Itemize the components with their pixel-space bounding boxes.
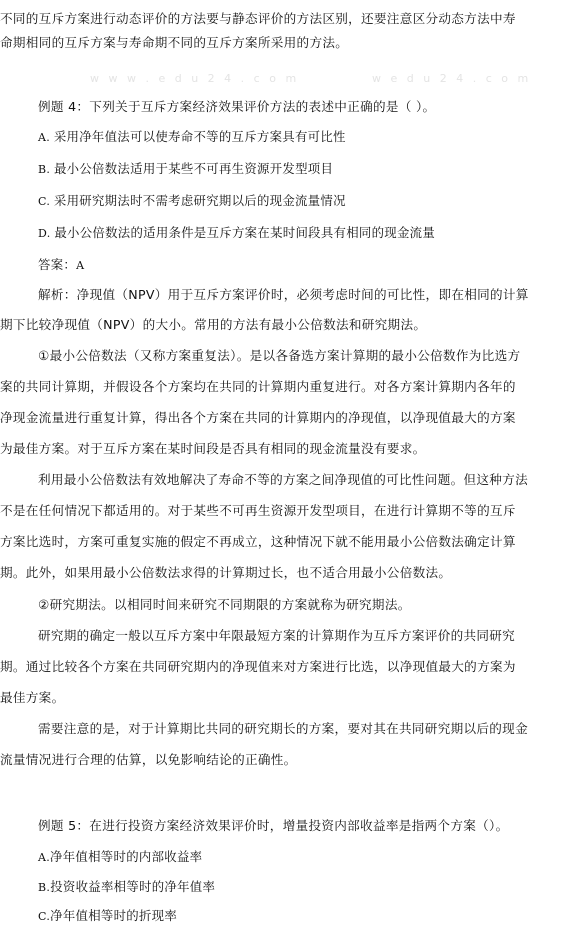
option-text: 最小公倍数法的适用条件是互斥方案在某时间段具有相同的现金流量 bbox=[54, 225, 436, 240]
example4-option-a bbox=[38, 128, 346, 147]
analysis-line: 方案比选时，方案可重复实施的假定不再成立，这种情况下就不能用最小公倍数法确定计算 bbox=[0, 534, 516, 549]
analysis-line: 利用最小公倍数法有效地解决了寿命不等的方案之间净现值的可比性问题。但这种方法 bbox=[38, 472, 528, 487]
watermark-left: w w w . e d u 2 4 . c o m bbox=[90, 72, 300, 85]
analysis-line: 流量情况进行合理的估算，以免影响结论的正确性。 bbox=[0, 752, 297, 767]
analysis-line: 净现金流量进行重复计算，得出各个方案在共同的计算期内的净现值，以净现值最大的方案 bbox=[0, 410, 516, 425]
example4-question: 例题 4：下列关于互斥方案经济效果评价方法的表述中正确的是（ ）。 bbox=[38, 99, 436, 114]
option-text: 采用研究期法时不需考虑研究期以后的现金流量情况 bbox=[53, 193, 346, 208]
analysis-line: 研究期的确定一般以互斥方案中年限最短方案的计算期作为互斥方案评价的共同研究 bbox=[38, 628, 516, 643]
option-letter: C. bbox=[38, 195, 54, 208]
analysis-line: 解析：净现值（NPV）用于互斥方案评价时，必须考虑时间的可比性，即在相同的计算 bbox=[38, 287, 529, 302]
option-letter: D. bbox=[38, 227, 55, 240]
option-text: 采用净年值法可以使寿命不等的互斥方案具有可比性 bbox=[53, 129, 346, 144]
analysis-line: 需要注意的是，对于计算期比共同的研究期长的方案，要对其在共同研究期以后的现金 bbox=[38, 721, 528, 736]
option-letter: B. bbox=[38, 881, 51, 894]
option-letter: A. bbox=[38, 851, 51, 864]
analysis-line: ①最小公倍数法（又称方案重复法）。是以各备选方案计算期的最小公倍数作为比选方 bbox=[38, 348, 521, 363]
intro-line-1: 不同的互斥方案进行动态评价的方法要与静态评价的方法区别，还要注意区分动态方法中寿 bbox=[0, 11, 516, 26]
example4-answer bbox=[38, 256, 84, 275]
option-text: 净年值相等时的折现率 bbox=[50, 908, 178, 923]
example5-question: 例题 5：在进行投资方案经济效果评价时，增量投资内部收益率是指两个方案（）。 bbox=[38, 818, 509, 833]
example5-option-b bbox=[38, 878, 215, 897]
analysis-line: 期下比较净现值（NPV）的大小。常用的方法有最小公倍数法和研究期法。 bbox=[0, 317, 427, 332]
example4-option-b bbox=[38, 160, 333, 179]
option-letter: A. bbox=[38, 131, 54, 144]
option-text: 最小公倍数法适用于某些不可再生资源开发型项目 bbox=[53, 161, 334, 176]
intro-line-2: 命期相同的互斥方案与寿命期不同的互斥方案所采用的方法。 bbox=[0, 35, 349, 50]
option-text: 投资收益率相等时的净年值率 bbox=[50, 879, 216, 894]
option-letter: C. bbox=[38, 910, 51, 923]
example4-option-d bbox=[38, 224, 435, 243]
answer-label: 答案： bbox=[38, 257, 77, 272]
analysis-line: 不是在任何情况下都适用的。对于某些不可再生资源开发型项目，在进行计算期不等的互斥 bbox=[0, 503, 516, 518]
analysis-line: 期。此外，如果用最小公倍数法求得的计算期过长，也不适合用最小公倍数法。 bbox=[0, 565, 452, 580]
analysis-line: 案的共同计算期，并假设各个方案均在共同的计算期内重复进行。对各方案计算期内各年的 bbox=[0, 379, 516, 394]
option-text: 净年值相等时的内部收益率 bbox=[50, 849, 203, 864]
analysis-line: 期。通过比较各个方案在共同研究期内的净现值来对方案进行比选，以净现值最大的方案为 bbox=[0, 659, 516, 674]
example5-option-c bbox=[38, 907, 177, 926]
analysis-line: ②研究期法。以相同时间来研究不同期限的方案就称为研究期法。 bbox=[38, 597, 411, 612]
example5-option-a bbox=[38, 848, 202, 867]
analysis-line: 为最佳方案。对于互斥方案在某时间段是否具有相同的现金流量没有要求。 bbox=[0, 441, 426, 456]
example4-option-c bbox=[38, 192, 346, 211]
answer-value: A bbox=[76, 259, 85, 272]
analysis-line: 最佳方案。 bbox=[0, 690, 65, 705]
option-letter: B. bbox=[38, 163, 54, 176]
watermark-right: w e d u 2 4 . c o m bbox=[372, 72, 532, 85]
